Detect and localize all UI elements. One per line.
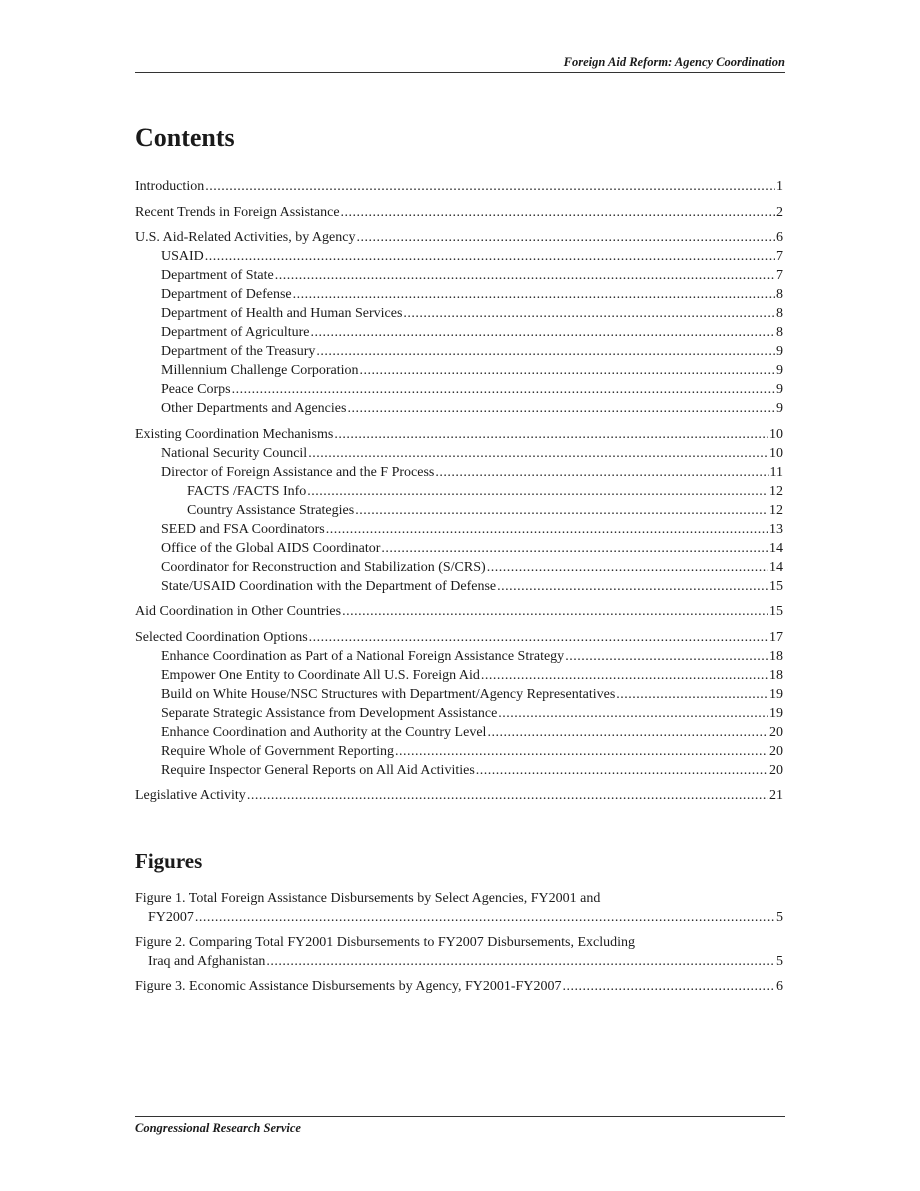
toc-entry-label: Office of the Global AIDS Coordinator [161,540,381,556]
toc-entry-label: Introduction [135,179,205,194]
toc-entry-label: Require Inspector General Reports on All Aid Activities [161,762,475,778]
toc-entry-label: State/USAID Coordination with the Department of Defense [161,578,497,594]
dot-leader [232,380,775,399]
toc-entry-label: Department of the Treasury [161,344,316,359]
toc-entry-label: Department of Defense [161,287,292,302]
toc-entry-label: Aid Coordination in Other Countries [135,604,342,619]
toc-entry-page: 15 [769,578,783,594]
dot-leader [341,203,775,222]
dot-leader [293,285,775,304]
toc-entry-page: 19 [769,686,783,702]
toc-entry-page: 8 [776,287,783,302]
dot-leader [395,742,768,761]
toc-entry[interactable] [135,704,783,723]
toc-entry-page: 21 [769,788,783,803]
toc-entry[interactable] [135,444,783,463]
toc-entry-page: 9 [776,401,783,416]
dot-leader [275,266,775,285]
toc-entry-label: Country Assistance Strategies [187,502,355,518]
toc-entry-label: U.S. Aid-Related Activities, by Agency [135,230,356,245]
toc-entry[interactable] [135,685,783,704]
toc-entry[interactable] [135,482,783,501]
toc-entry[interactable] [135,203,783,222]
toc-entry[interactable] [135,463,783,482]
dot-leader [326,520,768,539]
toc-entry[interactable] [135,761,783,780]
toc-entry[interactable] [135,520,783,539]
toc-entry[interactable] [135,952,783,971]
toc-entry-page: 14 [769,540,783,556]
toc-entry[interactable] [135,361,783,380]
toc-entry-page: 12 [769,502,783,518]
footer-rule [135,1116,785,1117]
toc-entry-page: 7 [776,249,783,264]
dot-leader [347,399,775,418]
figure-caption-line: Figure 1. Total Foreign Assistance Disbursements by Select Agencies, FY2001 and [135,891,601,906]
dot-leader [497,577,768,596]
toc-entry[interactable] [135,602,783,621]
toc-entry-label: FACTS /FACTS Info [187,483,307,499]
toc-entry-page: 10 [769,426,783,442]
dot-leader [205,177,775,196]
toc-entry[interactable] [135,425,783,444]
toc-entry[interactable] [135,558,783,577]
toc-entry-page: 19 [769,705,783,721]
toc-entry-page: 20 [769,743,783,759]
dot-leader [266,952,775,971]
dot-leader [311,323,775,342]
dot-leader [356,228,775,247]
toc-entry-label: Require Whole of Government Reporting [161,743,395,759]
toc-entry-page: 2 [776,204,783,220]
toc-entry[interactable] [135,285,783,304]
dot-leader [498,704,768,723]
toc-entry-label: Figure 3. Economic Assistance Disbursements by Agency, FY2001-FY2007 [135,979,562,994]
toc-entry-label: USAID [161,249,204,264]
toc-entry-page: 14 [769,559,783,575]
toc-entry-page: 5 [776,910,783,925]
header-rule [135,72,785,73]
toc-entry-page: 7 [776,268,783,283]
toc-entry-label: Enhance Coordination as Part of a National Foreign Assistance Strategy [161,648,565,664]
dot-leader [307,482,768,501]
dot-leader [309,628,768,647]
toc-entry[interactable] [135,304,783,323]
toc-entry[interactable] [135,742,783,761]
toc-entry[interactable] [135,266,783,285]
toc-entry[interactable] [135,399,783,418]
toc-entry-label: Millennium Challenge Corporation [161,363,359,378]
toc-entry-page: 13 [769,521,783,537]
toc-entry-page: 9 [776,382,783,397]
toc-entry-page: 11 [769,464,783,480]
toc-entry-label: FY2007 [148,910,194,925]
dot-leader [316,342,775,361]
list-of-figures [135,889,783,996]
dot-leader [616,685,768,704]
toc-entry-page: 9 [776,344,783,359]
dot-leader [360,361,775,380]
toc-entry-label: Enhance Coordination and Authority at the Country Level [161,724,487,740]
toc-entry[interactable] [135,723,783,742]
toc-entry[interactable] [135,666,783,685]
toc-entry[interactable] [135,647,783,666]
toc-entry[interactable] [135,577,783,596]
toc-entry-label: Iraq and Afghanistan [148,954,266,969]
toc-entry-label: Existing Coordination Mechanisms [135,426,334,442]
toc-entry-page: 1 [776,179,783,194]
toc-entry[interactable] [135,501,783,520]
table-of-contents [135,177,783,805]
toc-entry[interactable] [135,177,783,196]
toc-entry-label: Empower One Entity to Coordinate All U.S. Foreign Aid [161,667,480,683]
toc-entry[interactable] [135,539,783,558]
dot-leader [403,304,775,323]
toc-entry-page: 18 [769,648,783,664]
figures-title: Figures [135,849,203,873]
toc-entry-label: Department of Agriculture [161,325,310,340]
dot-leader [205,247,775,266]
toc-entry[interactable] [135,228,783,247]
dot-leader [195,908,775,927]
toc-entry-page: 20 [769,762,783,778]
running-header: Foreign Aid Reform: Agency Coordination [563,55,785,69]
toc-entry-page: 12 [769,483,783,499]
toc-entry-page: 10 [769,445,783,461]
toc-entry[interactable] [135,786,783,805]
toc-entry-page: 20 [769,724,783,740]
dot-leader [247,786,768,805]
toc-entry-label: Department of Health and Human Services [161,306,403,321]
dot-leader [381,539,768,558]
figure-list-item[interactable] [135,933,783,971]
dot-leader [355,501,768,520]
toc-entry-page: 17 [769,629,783,645]
toc-entry-label: Department of State [161,268,274,283]
toc-entry[interactable] [135,342,783,361]
toc-entry-label: SEED and FSA Coordinators [161,521,325,537]
dot-leader [481,666,768,685]
toc-entry-label: Legislative Activity [135,788,246,803]
dot-leader [334,425,768,444]
toc-entry-page: 6 [776,979,783,994]
toc-entry[interactable] [135,977,783,996]
toc-entry-page: 18 [769,667,783,683]
dot-leader [308,444,768,463]
toc-entry[interactable] [135,908,783,927]
toc-entry[interactable] [135,323,783,342]
toc-entry-page: 9 [776,363,783,378]
footer-source: Congressional Research Service [135,1121,301,1135]
toc-entry[interactable] [135,247,783,266]
dot-leader [476,761,768,780]
toc-entry-label: Build on White House/NSC Structures with Department/Agency Representatives [161,686,616,702]
toc-entry-label: Coordinator for Reconstruction and Stabilization (S/CRS) [161,559,486,575]
toc-entry-page: 15 [769,604,783,619]
toc-entry-page: 6 [776,230,783,245]
toc-entry-label: Peace Corps [161,382,231,397]
toc-entry-label: Recent Trends in Foreign Assistance [135,204,340,220]
toc-entry-label: Other Departments and Agencies [161,401,347,416]
dot-leader [487,558,768,577]
contents-title: Contents [135,123,235,152]
figure-list-item[interactable] [135,977,783,996]
toc-entry[interactable] [135,628,783,647]
dot-leader [565,647,768,666]
toc-entry-page: 8 [776,325,783,340]
toc-entry-label: Separate Strategic Assistance from Development Assistance [161,705,498,721]
figure-caption-line: Figure 2. Comparing Total FY2001 Disbursements to FY2007 Disbursements, Excluding [135,935,636,950]
toc-entry-label: National Security Council [161,445,308,461]
dot-leader [342,602,768,621]
toc-entry[interactable] [135,380,783,399]
dot-leader [562,977,775,996]
toc-entry-label: Selected Coordination Options [135,629,308,645]
toc-entry-label: Director of Foreign Assistance and the F Process [161,464,435,480]
toc-entry-page: 5 [776,954,783,969]
toc-entry-page: 8 [776,306,783,321]
dot-leader [435,463,768,482]
dot-leader [487,723,768,742]
figure-list-item[interactable] [135,889,783,927]
